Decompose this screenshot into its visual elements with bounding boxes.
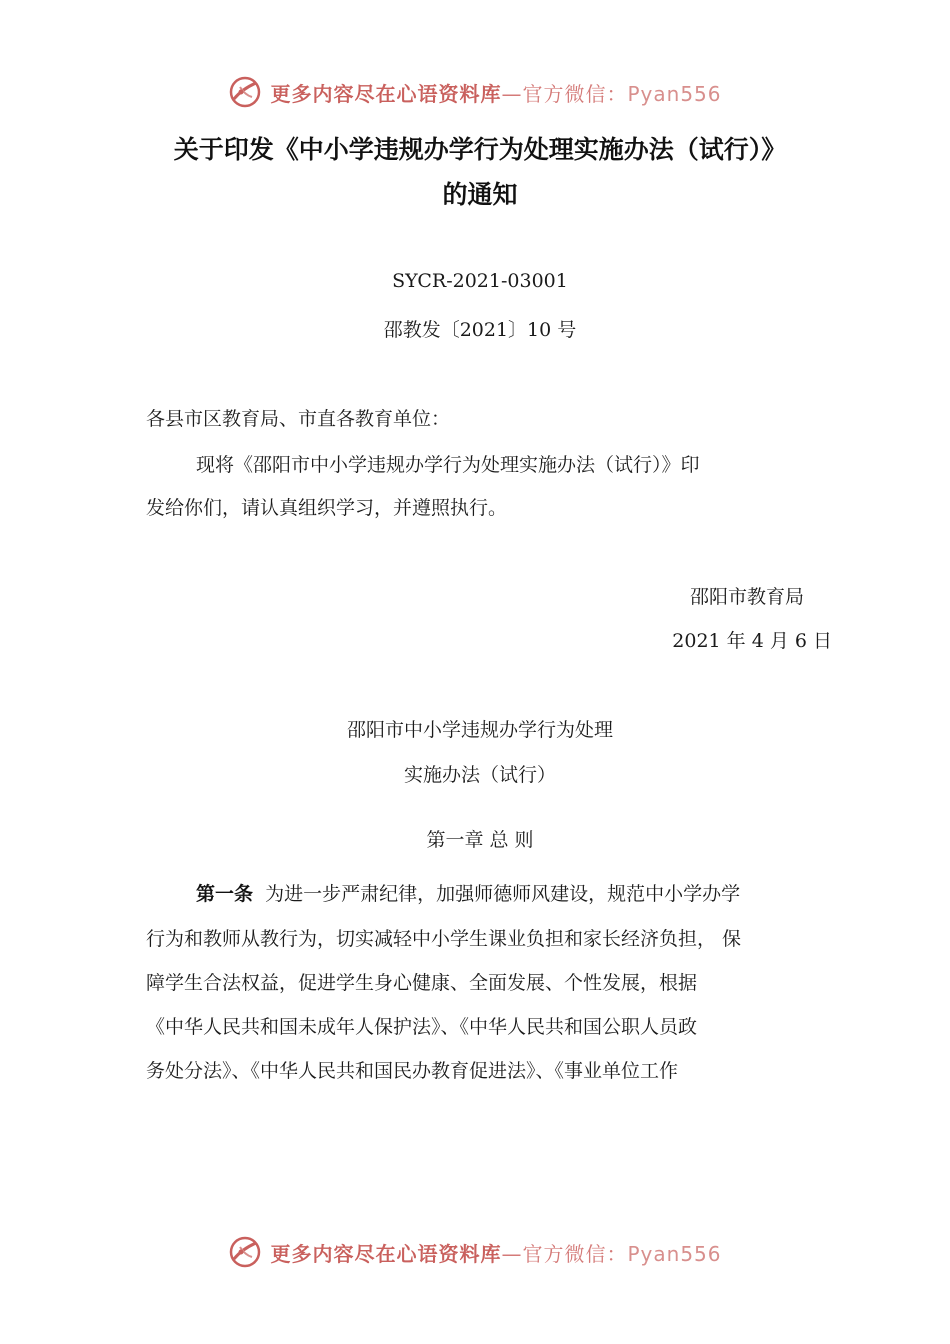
article-1-line-5: 务处分法》、《中华人民共和国民办教育促进法》、《事业单位工作 — [146, 1060, 679, 1082]
measures-title-line-2: 实施办法（试行） — [403, 764, 556, 786]
article-1-label: 第一条 — [196, 883, 254, 905]
watermark-text — [270, 1238, 721, 1267]
article-1-line-3: 障学生合法权益，促进学生身心健康、全面发展、个性发展，根据 — [146, 972, 698, 994]
watermark-main: 更多内容尽在心语资料库 — [270, 1241, 502, 1266]
notice-title-line-2: 的通知 — [442, 180, 518, 209]
notice-date: 2021 年 4 月 6 日 — [672, 630, 832, 652]
watermark-text — [270, 78, 721, 107]
notice-code: SYCR-2021-03001 — [392, 270, 568, 292]
library-logo-icon — [228, 1235, 262, 1269]
watermark-dash: — — [501, 1241, 523, 1266]
library-logo-icon — [228, 75, 262, 109]
article-1-line-1 — [196, 879, 740, 906]
watermark-contact-label: 官方微信： — [522, 1241, 628, 1266]
article-1-text-1: 为进一步严肃纪律，加强师德师风建设，规范中小学办学 — [265, 883, 741, 905]
notice-body-line-1: 现将《邵阳市中小学违规办学行为处理实施办法（试行）》印 — [196, 454, 700, 476]
watermark-header — [0, 72, 950, 112]
watermark-footer — [0, 1232, 950, 1272]
notice-doc-number: 邵教发〔2021〕10 号 — [383, 319, 577, 341]
chapter-heading: 第一章 总 则 — [426, 829, 534, 851]
watermark-contact-label: 官方微信： — [522, 81, 628, 106]
notice-addressee: 各县市区教育局、市直各教育单位： — [146, 408, 451, 430]
notice-issuer: 邵阳市教育局 — [689, 586, 804, 608]
watermark-contact-id: Pyan556 — [627, 1241, 722, 1266]
measures-title-line-1: 邵阳市中小学违规办学行为处理 — [346, 719, 613, 741]
watermark-contact-id: Pyan556 — [627, 81, 722, 106]
watermark-dash: — — [501, 81, 523, 106]
article-1-line-2: 行为和教师从教行为，切实减轻中小学生课业负担和家长经济负担， 保 — [146, 928, 742, 950]
watermark-main: 更多内容尽在心语资料库 — [270, 81, 502, 106]
article-1-line-4: 《中华人民共和国未成年人保护法》、《中华人民共和国公职人员政 — [146, 1016, 698, 1038]
notice-title-line-1: 关于印发《中小学违规办学行为处理实施办法（试行）》 — [173, 135, 787, 164]
notice-body-line-2: 发给你们，请认真组织学习，并遵照执行。 — [146, 497, 508, 519]
